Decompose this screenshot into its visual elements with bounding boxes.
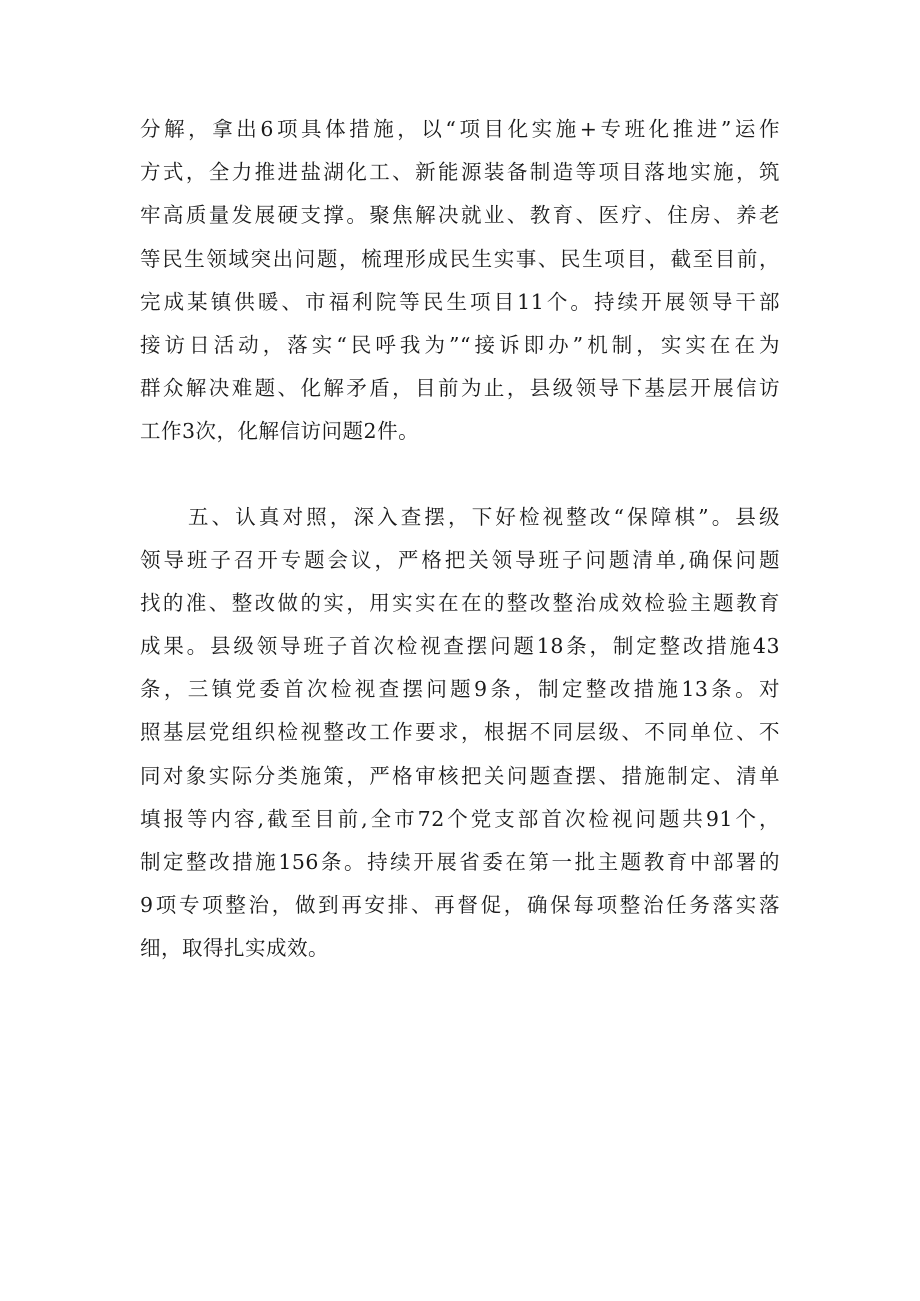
text-line: 群众解决难题、化解矛盾，目前为止，县级领导下基层开展信访 (140, 376, 780, 401)
paragraph-spacer (140, 454, 780, 496)
text-line: 接访日活动，落实“民呼我为”“接诉即办”机制，实实在在为 (140, 332, 780, 357)
paragraph-continuation (140, 108, 780, 454)
text-line: 等民生领域突出问题，梳理形成民生实事、民生项目，截至目前， (140, 246, 780, 271)
text-line: 照基层党组织检视整改工作要求，根据不同层级、不同单位、不 (140, 720, 780, 745)
text-line: 方式，全力推进盐湖化工、新能源装备制造等项目落地实施，筑 (140, 160, 780, 185)
text-line: 填报等内容,截至目前,全市72个党支部首次检视问题共91个， (140, 806, 780, 831)
text-line: 条，三镇党委首次检视查摆问题9条，制定整改措施13条。对 (140, 677, 780, 702)
text-line: 分解，拿出6项具体措施，以“项目化实施+专班化推进”运作 (140, 117, 780, 141)
text-line: 细，取得扎实成效。 (140, 936, 329, 961)
text-line: 成果。县级领导班子首次检视查摆问题18条，制定整改措施43 (140, 634, 780, 659)
text-line: 找的准、整改做的实，用实实在在的整改整治成效检验主题教育 (140, 590, 780, 615)
text-line: 同对象实际分类施策，严格审核把关问题查摆、措施制定、清单 (140, 763, 780, 788)
text-line: 牢高质量发展硬支撑。聚焦解决就业、教育、医疗、住房、养老 (140, 203, 780, 228)
document-body (140, 108, 780, 971)
paragraph-section-five (140, 496, 780, 971)
text-line: 9项专项整治，做到再安排、再督促，确保每项整治任务落实落 (140, 893, 780, 918)
text-line: 制定整改措施156条。持续开展省委在第一批主题教育中部署的 (140, 850, 780, 874)
text-line: 完成某镇供暖、市福利院等民生项目11个。持续开展领导干部 (140, 289, 780, 314)
text-line: 五、认真对照，深入查摆，下好检视整改“保障棋”。县级 (188, 504, 780, 529)
text-line: 领导班子召开专题会议，严格把关领导班子问题清单,确保问题 (140, 547, 780, 572)
text-line: 工作3次，化解信访问题2件。 (140, 419, 420, 444)
